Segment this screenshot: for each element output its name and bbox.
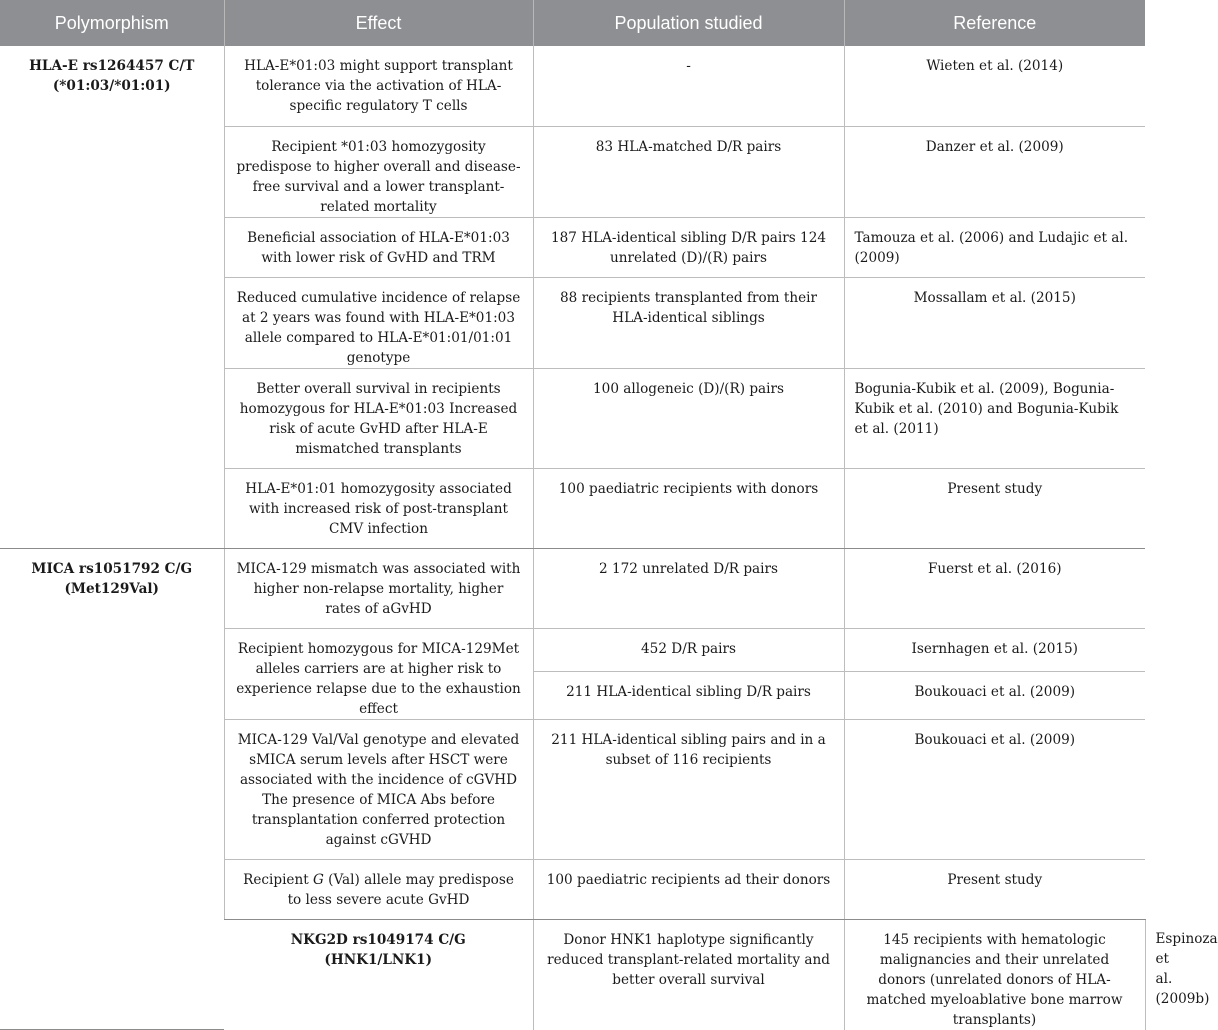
reference-cell: Present study <box>844 468 1145 548</box>
reference-cell: Bogunia-Kubik et al. (2009), Bogunia-Kubik et al. (2010) and Bogunia-Kubik et al. (2011) <box>844 368 1145 468</box>
effect-cell: HLA-E*01:01 homozygosity associated with increased risk of post-transplant CMV infection <box>224 468 533 548</box>
reference-cell: Isernhagen et al. (2015) <box>844 628 1145 671</box>
reference-cell: Boukouaci et al. (2009) <box>844 719 1145 859</box>
population-cell: 100 paediatric recipients ad their donors <box>533 859 844 919</box>
reference-cell: Boukouaci et al. (2009) <box>844 671 1145 719</box>
effect-allele: G <box>313 871 324 888</box>
table-row <box>0 46 1145 126</box>
effect-cell: Reduced cumulative incidence of relapse at 2 years was found with HLA-E*01:03 allele compared to HLA-E*01:01/01:01 genotype <box>224 277 533 368</box>
header-row <box>0 0 1145 46</box>
effect-suffix: (Val) allele may predispose to less severe acute GvHD <box>287 871 514 908</box>
effect-cell: HLA-E*01:03 might support transplant tolerance via the activation of HLA-specific regulatory T cells <box>224 46 533 126</box>
effect-cell: Donor HNK1 haplotype significantly reduced transplant-related mortality and better overall survival <box>533 919 844 1030</box>
population-cell: 187 HLA-identical sibling D/R pairs 124 unrelated (D)/(R) pairs <box>533 217 844 277</box>
population-cell: 145 recipients with hematologic malignancies and their unrelated donors (unrelated donors of HLA-matched myeloablative bone marrow transplants) <box>844 919 1145 1030</box>
table-row <box>0 548 1145 628</box>
population-cell: 452 D/R pairs <box>533 628 844 671</box>
reference-cell: Present study <box>844 859 1145 919</box>
population-cell: 88 recipients transplanted from their HLA-identical siblings <box>533 277 844 368</box>
reference-cell: Fuerst et al. (2016) <box>844 548 1145 628</box>
header-effect: Effect <box>224 0 533 46</box>
header-polymorphism: Polymorphism <box>0 0 224 46</box>
effect-cell: Recipient *01:03 homozygosity predispose to higher overall and disease-free survival and a lower transplant-related mortality <box>224 126 533 217</box>
population-cell: 83 HLA-matched D/R pairs <box>533 126 844 217</box>
header-population: Population studied <box>533 0 844 46</box>
header-reference: Reference <box>844 0 1145 46</box>
population-cell: 211 HLA-identical sibling D/R pairs <box>533 671 844 719</box>
polymorphism-alleles: (*01:03/*01:01) <box>52 78 171 94</box>
population-cell: 100 allogeneic (D)/(R) pairs <box>533 368 844 468</box>
effect-cell: MICA-129 Val/Val genotype and elevated sMICA serum levels after HSCT were associated with the incidence of cGVHD The presence of MICA Abs before transplantation conferred protection against cGVHD <box>224 719 533 859</box>
polymorphism-alleles: (HNK1/LNK1) <box>324 951 433 968</box>
table-row: NKG2D rs1049174 C/G (HNK1/LNK1) Donor HNK1 haplotype significantly reduced transplant-related mortality and better overall survival 145 recipients with hematologic malignancies and their unrelated donors (unrelated donors of HLA-matched myeloablative bone marrow transplants) Espinoza et al. (2009b) <box>0 919 1145 1030</box>
population-cell: 2 172 unrelated D/R pairs <box>533 548 844 628</box>
population-cell: 100 paediatric recipients with donors <box>533 468 844 548</box>
reference-cell: Tamouza et al. (2006) and Ludajic et al. (2009) <box>844 217 1145 277</box>
effect-cell: Recipient homozygous for MICA-129Met alleles carriers are at higher risk to experience relapse due to the exhaustion effect <box>224 628 533 719</box>
reference-cell: Wieten et al. (2014) <box>844 46 1145 126</box>
polymorphism-cell <box>0 46 224 548</box>
polymorphism-name: NKG2D rs1049174 C/G <box>290 931 466 948</box>
effect-cell <box>224 859 533 919</box>
effect-cell: Beneficial association of HLA-E*01:03 with lower risk of GvHD and TRM <box>224 217 533 277</box>
population-cell: - <box>533 46 844 126</box>
effect-prefix: Recipient <box>243 871 313 888</box>
polymorphism-cell <box>224 919 533 1030</box>
reference-cell: Mossallam et al. (2015) <box>844 277 1145 368</box>
effect-cell: Better overall survival in recipients homozygous for HLA-E*01:03 Increased risk of acute GvHD after HLA-E mismatched transplants <box>224 368 533 468</box>
reference-cell: Danzer et al. (2009) <box>844 126 1145 217</box>
polymorphism-name: MICA rs1051792 C/G <box>31 560 193 577</box>
polymorphism-alleles: (Met129Val) <box>64 580 159 597</box>
polymorphism-name: HLA-E rs1264457 C/T <box>29 58 195 74</box>
population-cell: 211 HLA-identical sibling pairs and in a subset of 116 recipients <box>533 719 844 859</box>
polymorphism-cell <box>0 548 224 1030</box>
effect-cell: MICA-129 mismatch was associated with higher non-relapse mortality, higher rates of aGvHD <box>224 548 533 628</box>
